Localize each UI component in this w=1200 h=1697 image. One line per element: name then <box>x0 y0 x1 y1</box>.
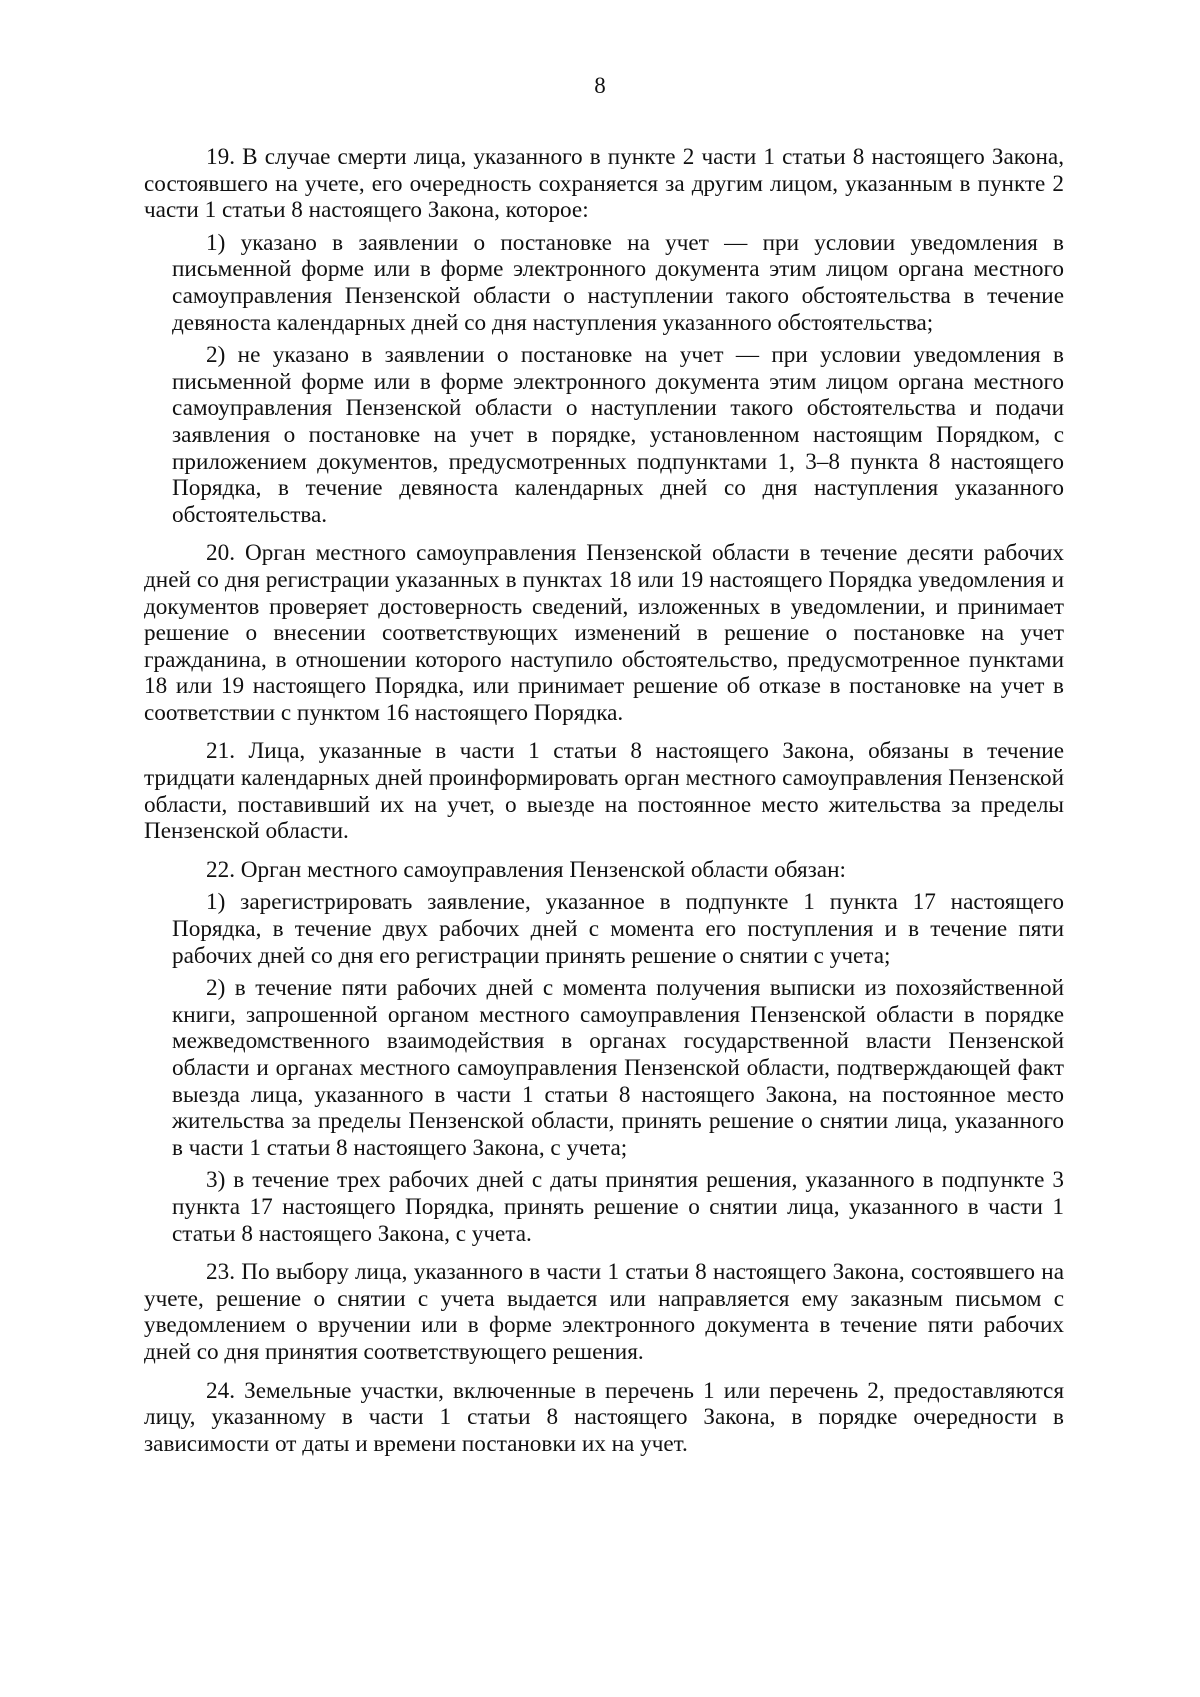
paragraph-19-item-2: 2) не указано в заявлении о постановке на учет — при условии уведомления в письменной форме или в форме электронного документа этим лицом органа местного самоуправления Пензенской области о наступлении такого обстоятельства и подачи заявления о постановке на учет в порядке, установленном настоящим Порядком, с приложением документов, предусмотренных подпунктами 1, 3–8 пункта 8 настоящего Порядка, в течение девяноста календарных дней со дня наступления указанного обстоятельства. <box>172 342 1064 528</box>
paragraph-22-item-3: 3) в течение трех рабочих дней с даты принятия решения, указанного в подпункте 3 пункта 17 настоящего Порядка, принять решение о снятии лица, указанного в части 1 статьи 8 настоящего Закона, с учета. <box>172 1167 1064 1247</box>
paragraph-19-intro: 19. В случае смерти лица, указанного в пункте 2 части 1 статьи 8 настоящего Закона, состоявшего на учете, его очередность сохраняется за другим лицом, указанным в пункте 2 части 1 статьи 8 настоящего Закона, которое: <box>144 144 1064 224</box>
paragraph-22-intro: 22. Орган местного самоуправления Пензенской области обязан: <box>206 856 846 883</box>
paragraph-24: 24. Земельные участки, включенные в перечень 1 или перечень 2, предоставляются лицу, указанному в части 1 статьи 8 настоящего Закона, в порядке очередности в зависимости от даты и времени постановки их на учет. <box>144 1377 1064 1457</box>
paragraph-22-item-2: 2) в течение пяти рабочих дней с момента получения выписки из похозяйственной книги, запрошенной органом местного самоуправления Пензенской области в порядке межведомственного взаимодействия в органах государственной власти Пензенской области и органах местного самоуправления Пензенской области, подтверждающей факт выезда лица, указанного в части 1 статьи 8 настоящего Закона, на постоянное место жительства за пределы Пензенской области, принять решение о снятии лица, указанного в части 1 статьи 8 настоящего Закона, с учета; <box>172 975 1064 1161</box>
page-number: 8 <box>594 73 606 98</box>
paragraph-19-item-1: 1) указано в заявлении о постановке на учет — при условии уведомления в письменной форме или в форме электронного документа этим лицом органа местного самоуправления Пензенской области о наступлении такого обстоятельства в течение девяноста календарных дней со дня наступления указанного обстоятельства; <box>172 229 1064 336</box>
paragraph-21: 21. Лица, указанные в части 1 статьи 8 настоящего Закона, обязаны в течение тридцати календарных дней проинформировать орган местного самоуправления Пензенской области, поставивший их на учет, о выезде на постоянное место жительства за пределы Пензенской области. <box>144 738 1064 845</box>
paragraph-22-item-1: 1) зарегистрировать заявление, указанное в подпункте 1 пункта 17 настоящего Порядка, в течение двух рабочих дней с момента его поступления и в течение пяти рабочих дней со дня его регистрации принять решение о снятии с учета; <box>172 889 1064 969</box>
document-body <box>144 144 1064 1463</box>
paragraph-20: 20. Орган местного самоуправления Пензенской области в течение десяти рабочих дней со дня регистрации указанных в пунктах 18 или 19 настоящего Порядка уведомления и документов проверяет достоверность сведений, изложенных в уведомлении, и принимает решение о внесении соответствующих изменений в решение о постановке на учет гражданина, в отношении которого наступило обстоятельство, предусмотренное пунктами 18 или 19 настоящего Порядка, или принимает решение об отказе в постановке на учет в соответствии с пунктом 16 настоящего Порядка. <box>144 540 1064 726</box>
paragraph-23: 23. По выбору лица, указанного в части 1 статьи 8 настоящего Закона, состоявшего на учете, решение о снятии с учета выдается или направляется ему заказным письмом с уведомлением о вручении или в форме электронного документа в течение пяти рабочих дней со дня принятия соответствующего решения. <box>144 1259 1064 1365</box>
